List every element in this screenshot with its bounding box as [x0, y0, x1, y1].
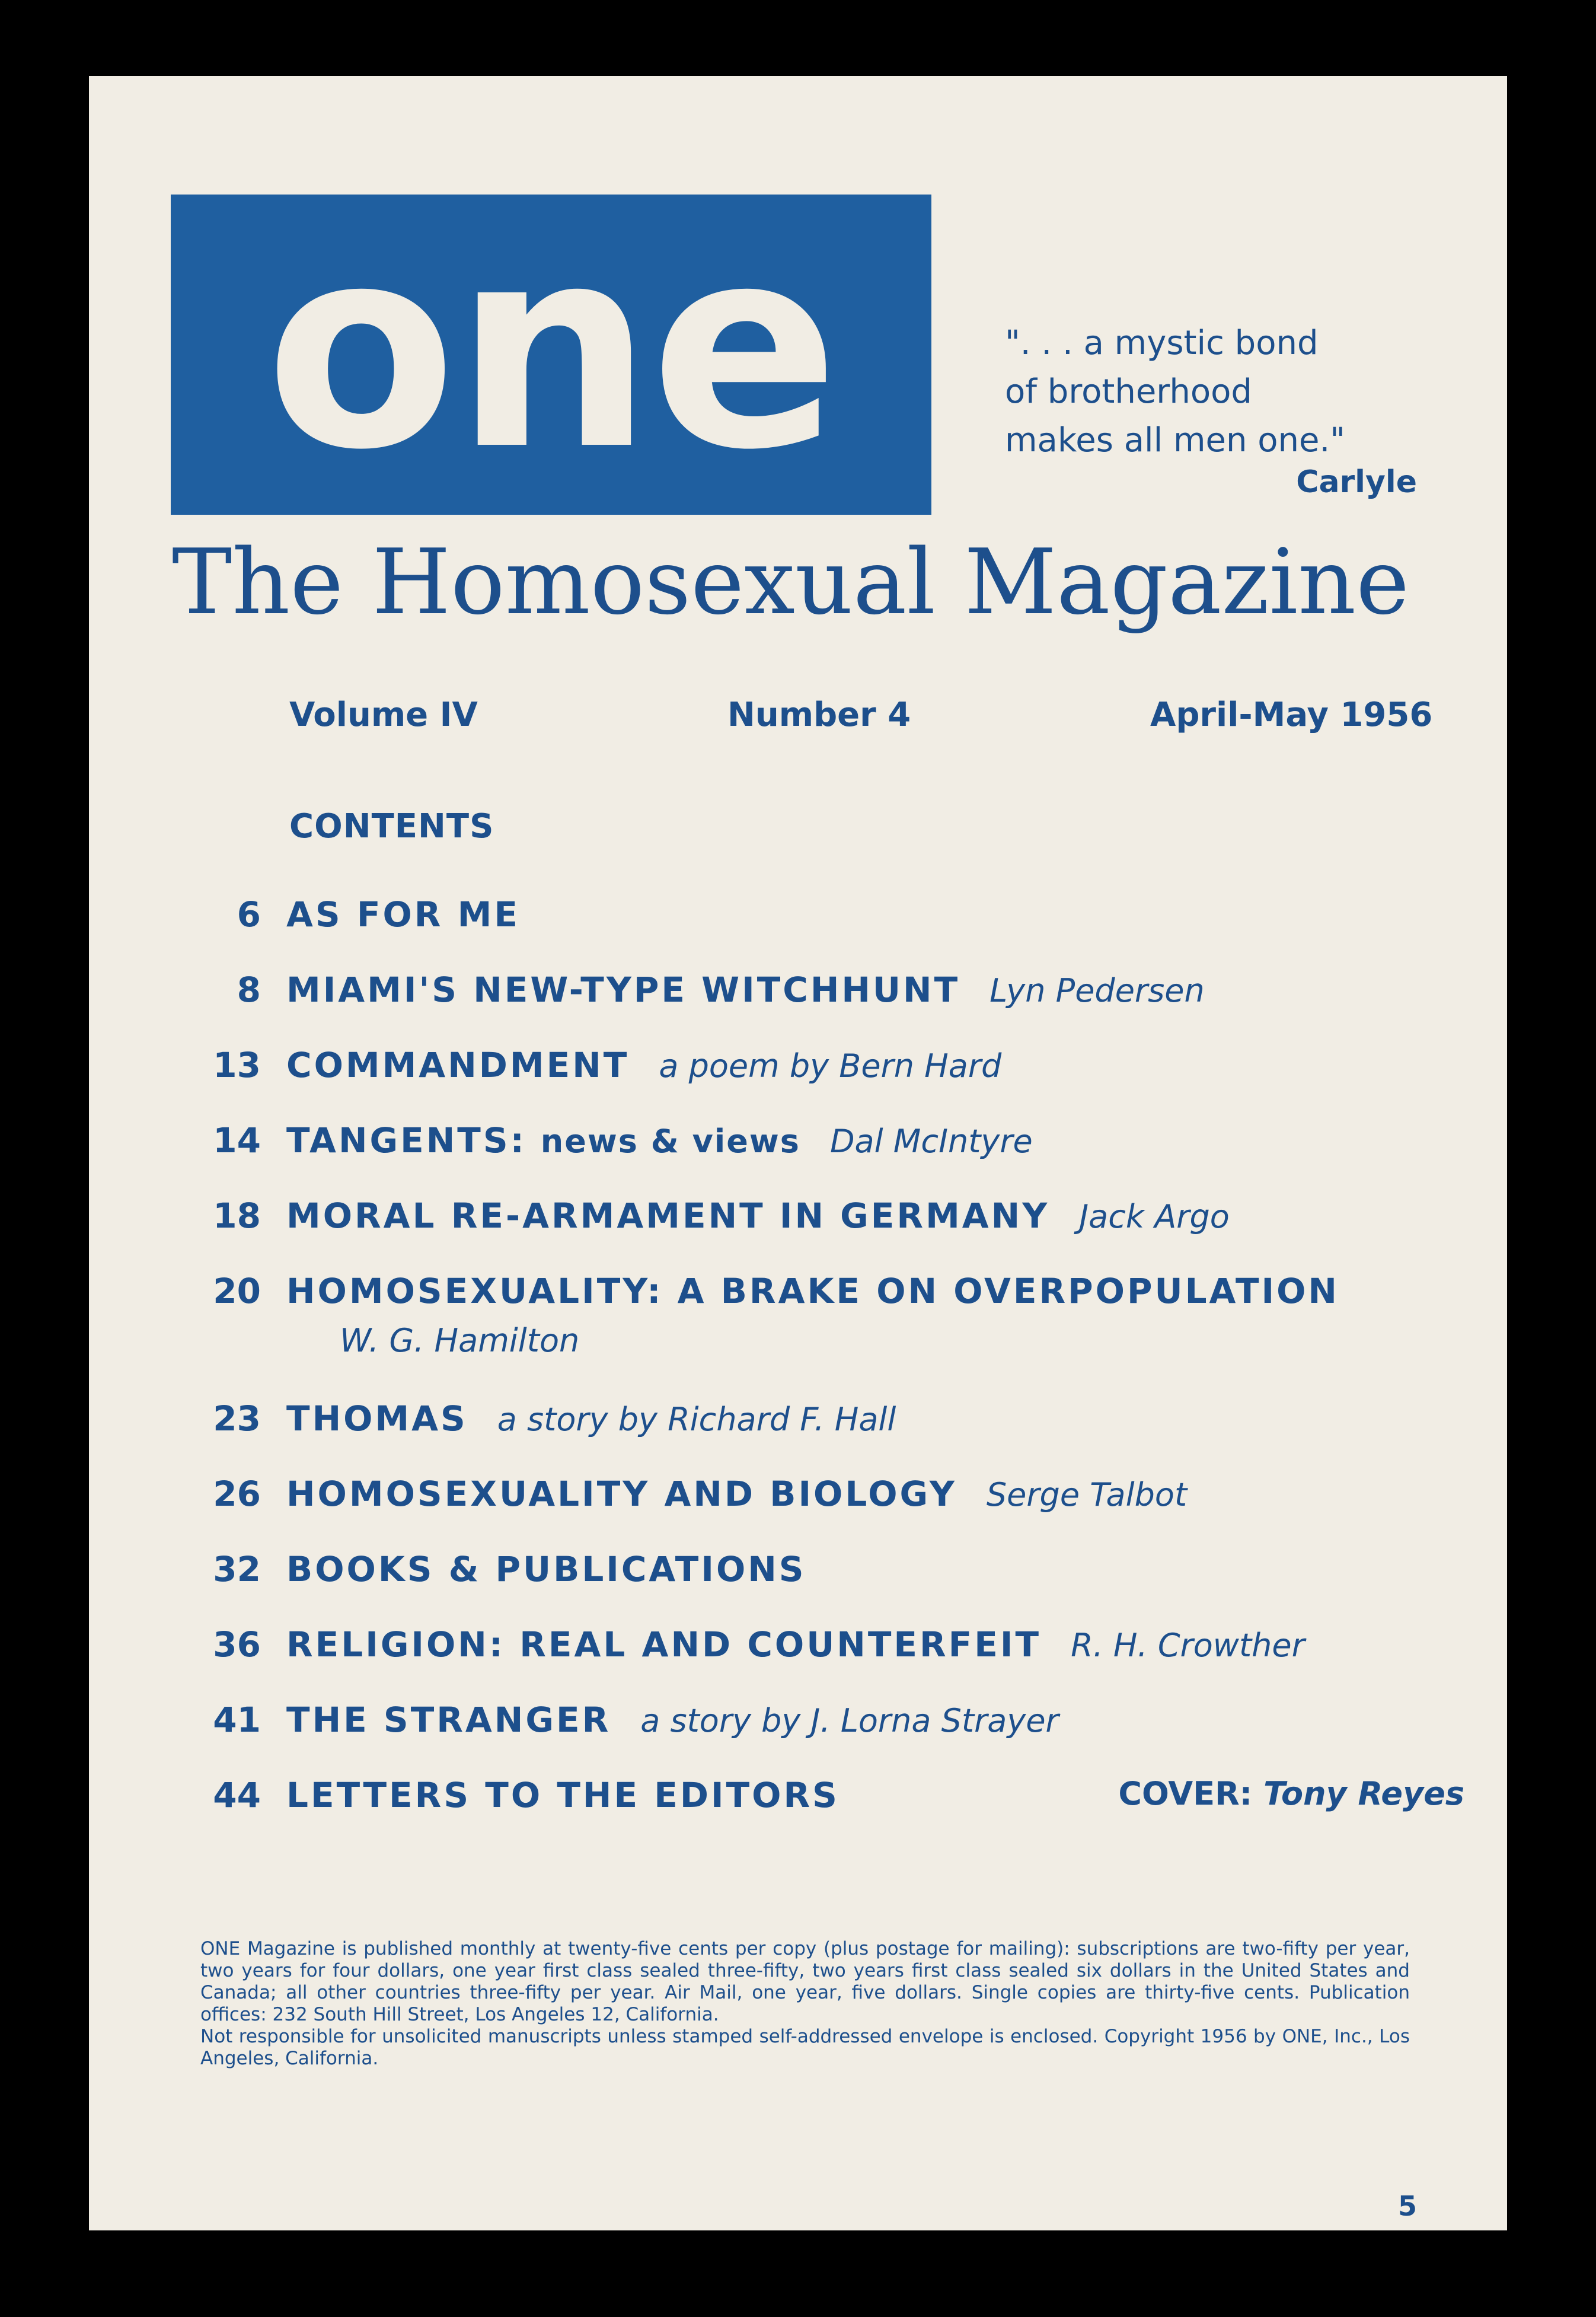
- toc-title: RELIGION: REAL AND COUNTERFEIT R. H. Crowther: [286, 1624, 1305, 1665]
- toc-page-number: 13: [213, 1045, 261, 1085]
- toc-entry: [190, 1549, 1464, 1624]
- toc-author: a poem by Bern Hard: [659, 1047, 1002, 1085]
- publication-notice: [200, 1938, 1410, 2070]
- toc-entry: [190, 894, 1464, 970]
- toc-author: a story by Richard F. Hall: [497, 1401, 896, 1438]
- cover-credit: COVER: Tony Reyes: [1118, 1775, 1464, 1812]
- toc-entry: [190, 1196, 1464, 1271]
- toc-entry: [190, 1474, 1464, 1549]
- toc-entry: [190, 970, 1464, 1045]
- issue-date: April-May 1956: [1150, 696, 1433, 734]
- toc-author: Jack Argo: [1079, 1198, 1230, 1235]
- toc-title: AS FOR ME: [286, 894, 520, 935]
- toc-title: COMMANDMENT a poem by Bern Hard: [286, 1045, 1002, 1085]
- toc-title: LETTERS TO THE EDITORS: [286, 1775, 840, 1815]
- toc-title: THE STRANGER a story by J. Lorna Strayer: [286, 1700, 1059, 1740]
- toc-title: MIAMI'S NEW-TYPE WITCHHUNT Lyn Pedersen: [286, 970, 1205, 1010]
- quote-line: of brotherhood: [1005, 372, 1252, 411]
- toc-entry: [190, 1700, 1464, 1775]
- toc-page-number: 44: [213, 1775, 261, 1815]
- toc-author: R. H. Crowther: [1071, 1627, 1305, 1664]
- toc-author: a story by J. Lorna Strayer: [640, 1702, 1059, 1739]
- toc-page-number: 6: [237, 894, 261, 935]
- table-of-contents: [190, 894, 1464, 1850]
- toc-entry: [190, 1120, 1464, 1196]
- toc-page-number: 32: [213, 1549, 261, 1589]
- toc-page-number: 26: [213, 1474, 261, 1514]
- toc-entry: [190, 1271, 1464, 1398]
- quote-line: makes all men one.": [1005, 421, 1346, 460]
- toc-page-number: 36: [213, 1624, 261, 1665]
- toc-page-number: 41: [213, 1700, 261, 1740]
- toc-entry: [190, 1775, 1464, 1850]
- contents-heading: CONTENTS: [289, 807, 494, 846]
- toc-page-number: 20: [213, 1271, 261, 1311]
- notice-paragraph: ONE Magazine is published monthly at twenty-five cents per copy (plus postage for mailing): subscriptions are two-fifty per year, two years for four dollars, one year first class sealed three-fifty, two years first class sealed six dollars in the United States and Canada; all other countries three-fifty per year. Air Mail, one year, five dollars. Single copies are thirty-five cents. Publication offices: 232 South Hill Street, Los Angeles 12, California.: [200, 1938, 1410, 2025]
- toc-author: Serge Talbot: [986, 1476, 1188, 1513]
- toc-title: BOOKS & PUBLICATIONS: [286, 1549, 806, 1589]
- toc-page-number: 23: [213, 1398, 261, 1439]
- toc-entry: [190, 1398, 1464, 1474]
- toc-title: MORAL RE-ARMAMENT IN GERMANY Jack Argo: [286, 1196, 1230, 1236]
- magazine-page: [89, 76, 1507, 2230]
- toc-title: HOMOSEXUALITY: A BRAKE ON OVERPOPULATION: [286, 1271, 1339, 1311]
- toc-author: W. G. Hamilton: [340, 1322, 580, 1359]
- toc-page-number: 18: [213, 1196, 261, 1236]
- toc-title: HOMOSEXUALITY AND BIOLOGY Serge Talbot: [286, 1474, 1188, 1514]
- notice-paragraph: Not responsible for unsolicited manuscripts unless stamped self-addressed envelope is enclosed. Copyright 1956 by ONE, Inc., Los Angeles, California.: [200, 2026, 1410, 2069]
- quote-author: Carlyle: [1296, 464, 1417, 500]
- magazine-subtitle: The Homosexual Magazine: [172, 530, 1410, 635]
- toc-entry: [190, 1045, 1464, 1120]
- issue-number: Number 4: [727, 696, 911, 734]
- toc-entry: [190, 1624, 1464, 1700]
- issue-volume: Volume IV: [289, 696, 478, 734]
- logo-block: [171, 186, 931, 515]
- toc-page-number: 14: [213, 1120, 261, 1161]
- logo-text: one: [265, 186, 837, 511]
- toc-page-number: 8: [237, 970, 261, 1010]
- epigraph-quote: [1005, 319, 1426, 465]
- toc-author: Dal McIntyre: [829, 1123, 1033, 1160]
- toc-author: Lyn Pedersen: [989, 972, 1205, 1009]
- toc-title: TANGENTS: news & views Dal McIntyre: [286, 1120, 1033, 1161]
- page-number: 5: [1398, 2190, 1418, 2222]
- toc-subtitle: news & views: [540, 1123, 800, 1160]
- quote-line: ". . . a mystic bond: [1005, 324, 1319, 362]
- toc-title: THOMAS a story by Richard F. Hall: [286, 1398, 896, 1439]
